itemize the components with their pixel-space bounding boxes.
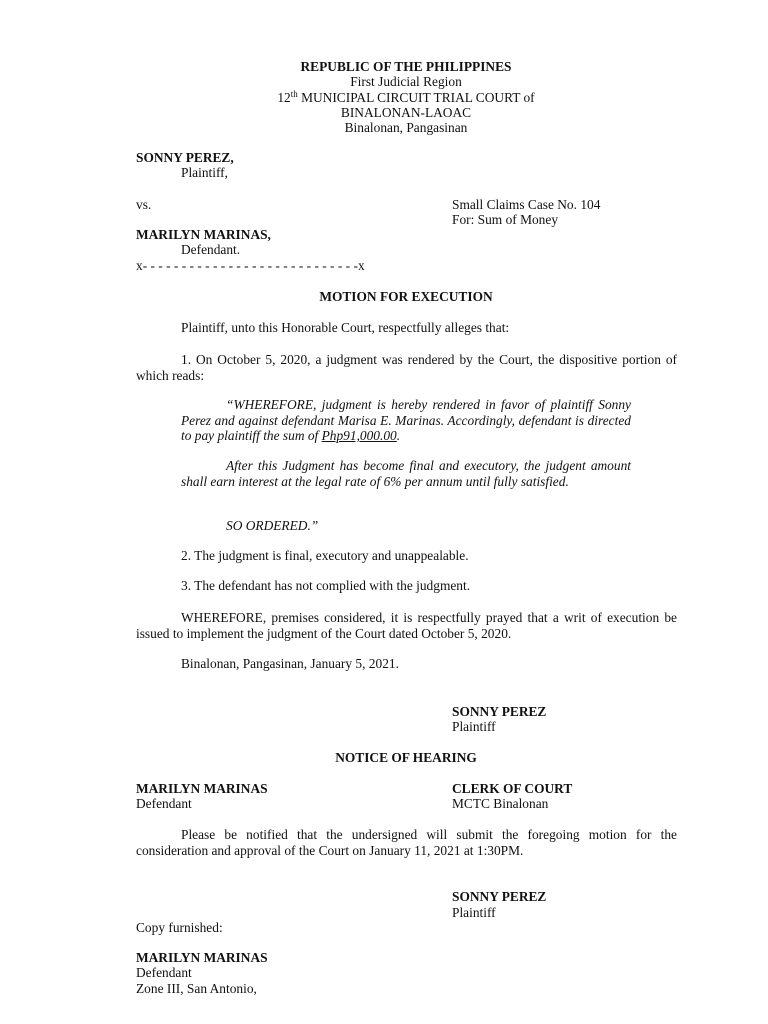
motion-paragraph-2: 2. The judgment is final, executory and unappealable. [181, 548, 469, 563]
notice-signer-role: Plaintiff [452, 905, 496, 920]
court-number-suffix: th [290, 89, 298, 99]
court-header-republic: REPUBLIC OF THE PHILIPPINES [300, 59, 512, 74]
motion-date-place: Binalonan, Pangasinan, January 5, 2021. [181, 656, 399, 671]
copy-recipient-role: Defendant [136, 965, 192, 980]
notice-signer-name: SONNY PEREZ [452, 889, 547, 904]
notice-clerk-name: CLERK OF COURT [452, 781, 573, 796]
motion-prayer: WHEREFORE, premises considered, it is respectfully prayed that a writ of execution be issued to implement the judgment of the Court dated October 5, 2020. [136, 610, 677, 641]
defendant-name: MARILYN MARINAS, [136, 227, 271, 242]
judgment-amount: Php91,000.00 [321, 428, 397, 443]
notice-title: NOTICE OF HEARING [335, 750, 477, 765]
quoted-interest-clause: After this Judgment has become final and executory, the judgent amount shall earn interest at the legal rate of 6% per annum until fully satisfied. [181, 458, 631, 489]
motion-signer-role: Plaintiff [452, 719, 496, 734]
motion-signer-name: SONNY PEREZ [452, 704, 547, 719]
plaintiff-role: Plaintiff, [181, 165, 228, 180]
quoted-dispositive-portion [181, 397, 631, 444]
quote-period: . [396, 428, 401, 443]
court-header-place: BINALONAN-LAOAC [340, 105, 472, 120]
court-header-region: First Judicial Region [350, 74, 462, 89]
case-number: Small Claims Case No. 104 [452, 197, 601, 212]
notice-clerk-office: MCTC Binalonan [452, 796, 549, 811]
plaintiff-name: SONNY PEREZ, [136, 150, 234, 165]
defendant-role: Defendant. [181, 242, 241, 257]
court-header-location: Binalonan, Pangasinan [344, 120, 468, 135]
caption-separator: x- - - - - - - - - - - - - - - - - - - - - - - - - - - -x [136, 258, 365, 273]
copy-recipient-address: Zone III, San Antonio, [136, 981, 257, 996]
quoted-so-ordered: SO ORDERED.” [226, 518, 319, 533]
motion-title: MOTION FOR EXECUTION [319, 289, 493, 304]
motion-paragraph-3: 3. The defendant has not complied with the judgment. [181, 578, 471, 593]
copy-furnished-label: Copy furnished: [136, 920, 223, 935]
motion-intro: Plaintiff, unto this Honorable Court, respectfully alleges that: [181, 320, 510, 335]
versus-label: vs. [136, 197, 152, 212]
court-number: 12 [277, 90, 291, 105]
quote-text: “WHEREFORE, judgment is hereby rendered in favor of plaintiff Sonny Perez and against defendant Marisa E. Marinas. Accordingly, defendant is directed to pay plaintiff the sum of [181, 397, 631, 443]
case-nature: For: Sum of Money [452, 212, 559, 227]
copy-recipient-name: MARILYN MARINAS [136, 950, 268, 965]
notice-body: Please be notified that the undersigned will submit the foregoing motion for the consideration and approval of the Court on January 11, 2021 at 1:30PM. [136, 827, 677, 858]
notice-addressee-name: MARILYN MARINAS [136, 781, 268, 796]
court-header-court [0, 90, 768, 106]
notice-addressee-role: Defendant [136, 796, 192, 811]
motion-paragraph-1: 1. On October 5, 2020, a judgment was rendered by the Court, the dispositive portion of which reads: [136, 352, 677, 383]
court-name: MUNICIPAL CIRCUIT TRIAL COURT of [297, 90, 535, 105]
